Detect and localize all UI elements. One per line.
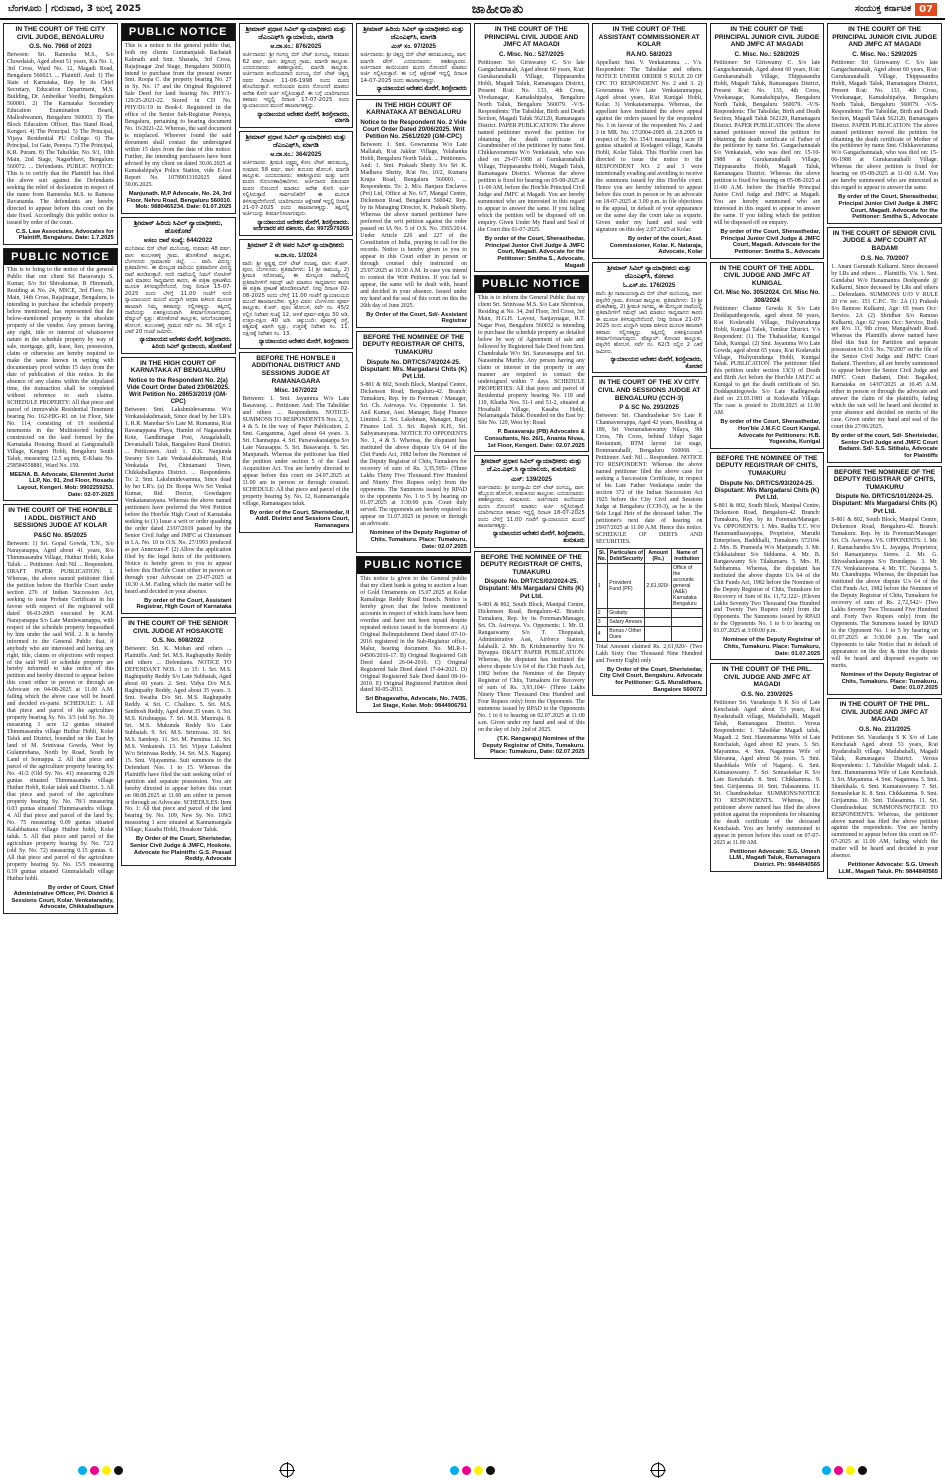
notice-signature: Sri Bhagavatha, Advocate, No. 74/35, 1st Stage, Kolar. Mob: 9844906791 bbox=[365, 696, 467, 710]
notice-title: PUBLIC NOTICE bbox=[4, 249, 117, 266]
registration-mark-icon bbox=[651, 1463, 665, 1477]
notice-title: ಶ್ರೀಮಾನ್ ಪ್ರಧಾನ ಸಿವಿಲ್ ನ್ಯಾಯಾಧೀಶರು ಮತ್ತು ಜೆ.ಎಂ.ಎಫ್.ಸಿ ನ್ಯಾಯಾಲಯ, ತುಮಕೂರು bbox=[481, 458, 582, 473]
notice-signature: ನ್ಯಾಯಾಲಯದ ಆದೇಶದ ಮೇರೆಗೆ, ಶಿರಸ್ತೇದಾರರು, ಕೋಲಾರ bbox=[610, 357, 703, 370]
notice-case-number: O.S. No. 7968 of 2023 bbox=[29, 43, 92, 51]
notice-signature: By order of the Court, Sherasthedar, Hon'ble J.M.F.C Court Kangal. Advocate for Petitioners: H.B. Yogeesha, Kunigal bbox=[720, 419, 821, 446]
notice-column bbox=[3, 23, 118, 1453]
notice-body: ವಾದಿ: ಶ್ರೀ ನಾರಾಯಣಸ್ವಾಮಿ ಬಿನ್ ಲೇಟ್ ಮುನಿಯಪ್ಪ, ವಾಸ: ವಕ್ಕಲೇರಿ ಗ್ರಾಮ, ಕೋಲಾರ ತಾಲ್ಲೂಕು. ಪ್ರತಿವಾದಿಗಳು: 1) ಶ್ರೀ ವೆಂಕಟೇಶಪ್ಪ, 2) ಶ್ರೀಮತಿ ನಾಗಮ್ಮ. ಈ ಮೇಲ್ಕಂಡ ದಾವೆಯಲ್ಲಿ ಪ್ರತಿವಾದಿಗಳಿಗೆ ಸಮನ್ಸ್ ಜಾರಿ ಮಾಡಲು ಸಾಧ್ಯವಾಗದ ಕಾರಣ ಈ ಮೂಲಕ ತಿಳಿಸುವುದೇನೆಂದರೆ, ನೀವು ದಿನಾಂಕ 21-07-2025 ರಂದು ಖುದ್ದಾಗಿ ಅಥವಾ ವಕೀಲರ ಮೂಲಕ ಹಾಜರಾಗಿ ತಕರಾರು ಸಲ್ಲಿಸತಕ್ಕದ್ದು. ತಪ್ಪಿದಲ್ಲಿ ಏಕಪಕ್ಷೀಯವಾಗಿ ತೀರ್ಮಾನಿಸಲಾಗುವುದು. ಷೆಡ್ಯೂಲ್: ಕೋಲಾರ ತಾಲ್ಲೂಕು, ವಕ್ಕಲೇರಿ ಹೋಬಳಿ, ಸರ್ವೆ ನಂ. 62/3 ರಲ್ಲಿನ 2 ಎಕರೆ ಜಮೀನು. bbox=[595, 291, 703, 355]
legal-notice bbox=[239, 239, 354, 349]
notice-title: IN THE COURT OF THE CITY CIVIL JUDGE, BENGALURU bbox=[15, 26, 106, 41]
table-cell: Bonus / Other Dues bbox=[608, 626, 645, 641]
notice-signature: Petitioner Advocate: S.G. Umesh LLM., Magadi Taluk. Ph: 9844840565 bbox=[838, 862, 938, 875]
notice-title: IN THE COURT OF THE XV CITY CIVIL AND SESSIONS JUDGE AT BENGALURU (CCH-3) bbox=[597, 379, 701, 402]
notice-case-number: ಓ.ಎಸ್.ನಂ. 176/2025 bbox=[622, 282, 676, 290]
masthead-title: ಜಾಹೀರಾತು bbox=[471, 1, 525, 17]
legal-notice bbox=[239, 131, 354, 236]
notice-title: BEFORE THE NOMINEE OF THE DEPUTY REGISTRAR OF CHITS, TUMAKURU bbox=[833, 468, 936, 491]
table-cell bbox=[645, 626, 672, 641]
legal-notice bbox=[592, 376, 707, 696]
notice-body: Petitioner: Sri Giriswamy C. S/o late Gangachannaiah, Aged about 60 years, R/at: Gurukaranahalli Village, Thippasandra Hobli, Magadi Taluk, Ramanagara District, Present R/at: No. 133, 4th Cross, Vivekanagar, Kamakshipalya, Bengaluru North Taluk, Bengaluru 560079. -V/S- Respondents: The Tahsildar, Birth and Death Section, Magadi Taluk 562120, Ramanagara District. PAPER PUBLICATION: The above named petitioner moved the petition for obtaining the death certificate of Father of the petitioner by name Sri. Gangachannaiah S/o Venkataiah, who was died on: 15-10-1988 at Gurukaranahalli Village, Thippasandra Hobli, Magadi Taluk, Ramanagara District. Whereas the above petition is fixed for hearing on 05-08-2025 at 11-00 A.M. before the Hon'ble Principal Junior Civil Judge and JMFC at Magadi. You are hereby summoned who are interested in this regard to appear to answer the same. If you failing which the petition will be disposed off on enquiry. bbox=[713, 59, 821, 227]
table-header: Amount (Rs.) bbox=[645, 548, 672, 563]
table-cell: 1 bbox=[596, 563, 608, 608]
notice-body: Between: 1. Smt. Jayamma W/o Late Basavaraj. ... Petitioner. And: The Tahsildar and others ... Respondents. NOTICE-SUMMONS TO RESPONDENTS Nos. 2, 3, 4 & 5. In the way of Paper Publication. 2. Smt. Gangamma, Aged about 64 years. 3. Sri. Channappa. 4. Sri. Parsavakaraiappa S/o Late Narasappa. 5. Sri. Basavaraju. 6. Sri. Manjunath. Whereas the petitioner has filed the petition under section 5 of the Land Acquisition Act. You are hereby directed to appear before this court on 24.07.2025 at 11.00 am in person or through counsel. SCHEDULE: All that piece and parcel of the property bearing Sy. No. 12, Kannamangala village, Ramanagara taluk. bbox=[242, 396, 350, 507]
legal-notice bbox=[474, 23, 589, 272]
print-registration-footer bbox=[0, 1460, 945, 1480]
table-row bbox=[596, 608, 702, 617]
debts-table bbox=[596, 548, 703, 642]
legal-notice bbox=[710, 663, 825, 871]
notice-case-number: C. Misc. No.: 527/2025 bbox=[499, 50, 564, 58]
table-row bbox=[596, 563, 702, 608]
notice-title: ಶ್ರೀಮಾನ್ ಹಿರಿಯ ಸಿವಿಲ್ ನ್ಯಾಯಾಧೀಶರು, ಹೊಸಕೋಟೆ bbox=[133, 219, 223, 235]
notice-signature: By order of the court, Sd/- Sheristedar, Senior Civil Judge and JMFC Court Badami. Sd/- S.S. Sitibalu, Advocate for Plaintiffs bbox=[831, 433, 938, 459]
notice-column bbox=[827, 23, 942, 1453]
page-number: 07 bbox=[915, 3, 937, 16]
table-cell: Gratuity bbox=[608, 608, 645, 617]
yellow-dot bbox=[846, 1466, 855, 1475]
notice-body: Between: Sri. Ramesha M.S., S/o Chowdaiah, Aged about 51 years, R/a No. 1, 3rd Cross, Ward No. 12, Magadi Road, Bengaluru 560023. ... Plaintiff. And: 1) The State of Karnataka, Rep. by its Chief Secretary, Education Department, M.S. Building, Dr. Ambedkar Veedhi, Bengaluru 560001. 2) The Karnataka Secondary Education Examination Board, Malleshwaram, Bengaluru 560003. 3) The Block Education Officer, Bus Stand Road, Kengeri. 4) The Principal. 5) The Principal, Vijaya Residential PU College. 6) The Principal, 1st Gate, Peenya. 7) The Principal, K.R. Puram. 8) The Tahsildar, No. 9/1, 10th Main, 2nd Stage, Nagarbhavi, Bengaluru 560072. ... Defendants. PUBLIC NOTICE: This is to certify that the Plaintiff has filed the above suit against the Defendants seeking the relief of declaration in respect of the name from Rameesha M.S. to Ramesa Ravananda. The defendants are hereby directed to appear before this court on the date fixed. Accordingly this public notice is issued by order of the court. bbox=[7, 52, 114, 226]
notice-signature: ನ್ಯಾಯಾಲಯದ ಆದೇಶದ ಮೇರೆಗೆ, ಶಿರಸ್ತೇದಾರರು bbox=[376, 86, 467, 93]
yellow-dot bbox=[474, 1466, 483, 1475]
masthead bbox=[0, 0, 945, 20]
legal-notice bbox=[474, 455, 589, 547]
notice-title: PUBLIC NOTICE bbox=[357, 557, 470, 574]
notice-body: Petitioner Sri. Varadaraju S K S/o of Late Kenchaiah Aged about 53 years, R/at Byadarahalli village, Madabahalli, Magadi Taluk, Ramanagara District. Versus Respondents: 1. Tahsildar Magadi taluk. 2. Smt. Hanumamma Wife of Late Kenchaiah. 3. Sri. Mayamma. 4. Smt. Nagamma. 5. Smt. Shashikala. 6. Smt. Kumaraswamy. 7. Sri. Somashekar K. 8. Smt. Chikkamma. 9. Smt. Girijamma. 10. Smt. Tulasamma. 11. Sri. Chandrashekar. SUMMONS/NOTICE TO RESPONDENTS. Whereas, the petitioner above named has filed the above petition against the respondents. You are hereby summoned to appear before this court on 07-07-2025 at 11.00 AM, failing which the matter will be heard and decided in your absence. bbox=[831, 734, 938, 860]
table-row bbox=[596, 626, 702, 641]
notice-signature: MEENA. B. Advocate, Ellenmint Jurist LLP, No. 91, 2nd Floor, Hosadu Layout, Kengeri. Mob: 9902259253. Date: 02-07-2025 bbox=[9, 471, 114, 498]
legal-notice bbox=[356, 23, 471, 96]
notice-case-number: Crl. Misc No. 305/2024. Crl. Misc No. 308/2024 bbox=[713, 289, 820, 304]
legal-notice bbox=[710, 23, 825, 259]
notice-signature: Nominee of the Deputy Registrar of Chits, Tumakuru. Place: Tumakuru, Date: 01.07.2025 bbox=[722, 637, 821, 657]
notice-signature: By order of the Court, Sheristedar, II Addl. District and Sessions Court, Ramanagara bbox=[249, 509, 350, 530]
notice-body: ಅರ್ಜಿದಾರರು: ಶ್ರೀ ಚಿಕ್ಕಣ್ಣ ಬಿನ್ ಲೇಟ್ ಹನುಮಂತಯ್ಯ, ವಾಸ: ಮಾಗಡಿ ಟೌನ್. ಎದುರುದಾರರು: ತಹಶೀಲ್ದಾರರು. ಅರ್ಜಿದಾರರ ತಾಯಿಯವರ ಮರಣ ನೋಂದಣಿ ಮಾಡಲು ಅರ್ಜಿ ಸಲ್ಲಿಸಿರುತ್ತಾರೆ. ಈ ಬಗ್ಗೆ ಆಕ್ಷೇಪಣೆ ಇದ್ದಲ್ಲಿ ದಿನಾಂಕ 14-07-2025 ರಂದು ಹಾಜರಾಗತಕ್ಕದ್ದು. bbox=[360, 52, 468, 84]
notice-case-number: ಮಿಸ್ ಸಂ. 97/2025 bbox=[391, 43, 436, 51]
notice-body: This is a notice to the general public that, both my clients Gurunanjaiah Rachaiah Kalmath and Smt. Sharada, 3rd Cross, Rajajinagar 2nd Stage, Bengaluru 560010, intend to purchase from the present owner Smt. Roopa C. the property bearing No. 27 in Sy. No. 17 and the Original Registered Sale Deed for land bearing No. PHY/1-129/25-2021-22. Stored in CD No. PHY/D1/19 in Book-I. Registered in the office of the Senior Sub-Registrar Peenya, Bengaluru, pertaining to bearing document No. 16/2021-22. Whereas, the said document is misplaced. Whoever found the said document shall contact the undersigned within 15 days from the date of this notice. Further, the intending purchasers have been advised by my client on dated 30.06.2025 at Kamakshipalya Police Station, vide E-lost Report No. 10789013102025 dated 30.06.2025. bbox=[124, 42, 232, 189]
notice-case-number: Notice to the Respondent No. 2 Vide Court Order Dated 20/06/2025. Writ Petition No. 2561/2020 (GM-CPC) bbox=[360, 118, 467, 141]
notice-signature: P. Basavaraju (PB) Advocates & Consultants, No. 26/1, Ananta Nivas, 1st Floor, Kengeri. Date: 02.07.2025 bbox=[484, 429, 585, 449]
cyan-dot bbox=[822, 1466, 831, 1475]
masthead-date: ಬೆಂಗಳೂರು | ಗುರುವಾರ, 3 ಜುಲೈ 2025 bbox=[8, 4, 141, 14]
table-cell: 3 bbox=[596, 617, 608, 626]
notice-body: ಅರ್ಜಿದಾರರು: ಶ್ರೀ ರಂಗಸ್ವಾಮಿ ಬಿನ್ ಲೇಟ್ ರಂಗಯ್ಯ, ವಾಸ: ಹೆಬ್ಬೂರು ಹೋಬಳಿ, ತುಮಕೂರು ತಾಲ್ಲೂಕು. ಎದುರುದಾರರು: ತಹಶೀಲ್ದಾರರು, ತುಮಕೂರು. ಅರ್ಜಿದಾರರ ತಂದೆಯವರ ಮರಣ ನೋಂದಣಿ ಮಾಡಲು ಅರ್ಜಿ ಸಲ್ಲಿಸಿರುತ್ತಾರೆ. ಯಾರಿಗಾದರೂ ತಕರಾರು ಇದ್ದಲ್ಲಿ ದಿನಾಂಕ 18-07-2025 ರಂದು ಬೆಳಿಗ್ಗೆ 11.00 ಗಂಟೆಗೆ ನ್ಯಾಯಾಲಯದ ಮುಂದೆ ಹಾಜರಾಗತಕ್ಕದ್ದು. bbox=[478, 484, 585, 529]
notice-signature: By order of Court, Chief Administrative Officer, Prl. District & Sessions Court, Kolar. Venkataraddy, Advocate, Chikkaballapura bbox=[11, 884, 114, 911]
legal-notice bbox=[474, 275, 589, 452]
notice-body: S-801 & 802, South Block, Manipal Centre, Dickenson Road, Bengaluru-42. Branch: Tumakuru, Rep. by its Foreman / Manager, Sri. Ch. Asirvaya. Vs. Opponents: 1. Sri. Anil Kumar, Asst. Manager, Bajaj Finance Limited. 2. Sri. Lakshman, Manager, Bajaj Finance Ltd. 3. Sri. Rajesh K.H., Sri. Sathyanarayana. NOTICE TO OPPONENTS No. 1, 4 & 5. Whereas, the disputant has instituted the above dispute U/s 64 of the Chit Funds Act, 1982 before the Nominee of the Deputy Registrar of Chits, Tumakuru for recovery of sum of Rs. 3,35,595/- (Three Lakhs Thirty Five Thousand Five Hundred and Ninety Five Rupees only) from the opponents. The Summons issued by RPAD to the opponents No. 1 to 5 by hearing on 01.07.2025 at 3:30:00 p.m. Court duly served. The opponents are hereby required to appear on 31.07.2025 in person or through an advocate. bbox=[360, 382, 467, 528]
notice-case-number: ಅ.ದಾ.ಸಂ. 1/2024 bbox=[274, 251, 317, 259]
notice-case-number: Misc. 167/2022 bbox=[274, 387, 318, 395]
notice-body: ವಾದಿ: ಶ್ರೀ ಕೃಷ್ಣಪ್ಪ ಬಿನ್ ಲೇಟ್ ನಂಜಪ್ಪ, ವಾಸ: ಕೆ.ಆರ್. ಪುರಂ, ಬೆಂಗಳೂರು. ಪ್ರತಿವಾದಿಗಳು: 1) ಶ್ರೀ ರಾಮಯ್ಯ, 2) ಶ್ರೀಮತಿ ಸರೋಜಮ್ಮ. ಈ ಮೇಲ್ಕಂಡ ದಾವೆಯಲ್ಲಿ ಪ್ರತಿವಾದಿಗಳಿಗೆ ಸಮನ್ಸ್ ಜಾರಿ ಮಾಡಲು ಸಾಧ್ಯವಾಗದ ಕಾರಣ ಈ ಪತ್ರಿಕಾ ಪ್ರಕಟಣೆ ಹೊರಡಿಸಲಾಗಿದೆ. ನೀವು ದಿನಾಂಕ 02-08-2025 ರಂದು ಬೆಳಿಗ್ಗೆ 11.00 ಗಂಟೆಗೆ ನ್ಯಾಯಾಲಯದ ಮುಂದೆ ಹಾಜರಾಗಬೇಕು. ಸ್ವತ್ತಿನ ವಿವರ: ಬೆಂಗಳೂರು ಪೂರ್ವ ತಾಲ್ಲೂಕು, ಕೆ.ಆರ್. ಪುರಂ ಹೋಬಳಿ, ಸರ್ವೆ ನಂ. 45/2 ರಲ್ಲಿನ ನಿವೇಶನ ಸಂಖ್ಯೆ 12, ಅಳತೆ ಪೂರ್ವ-ಪಶ್ಚಿಮ 30 ಅಡಿ, ಉತ್ತರ-ದಕ್ಷಿಣ 40 ಅಡಿ. ಚಕ್ಕುಬಂದಿ: ಪೂರ್ವಕ್ಕೆ ರಸ್ತೆ, ಪಶ್ಚಿಮಕ್ಕೆ ಖಾಸಗಿ ಸ್ವತ್ತು, ಉತ್ತರಕ್ಕೆ ನಿವೇಶನ ಸಂ. 11, ದಕ್ಷಿಣಕ್ಕೆ ನಿವೇಶನ ಸಂ. 13. bbox=[242, 260, 350, 337]
table-cell bbox=[645, 617, 672, 626]
notice-signature: Petitioner Advocate: S.G. Umesh LLM., Magadi Taluk, Ramanagara District. Ph: 9844840565 bbox=[729, 848, 821, 868]
magenta-dot bbox=[462, 1466, 471, 1475]
notice-signature: By order of the Court, Sherasthedar, Principal Junior Civil Judge & JMFC Court, Magadi. Advocate for the Petitioner: Smitha S., Advocate, Magadi bbox=[484, 236, 585, 269]
table-total: Total Amount claimed Rs. 2,61,920/- (Two Lakh Sixty One Thousand Nine Hundred and Twenty Eight) only bbox=[595, 643, 703, 664]
notice-case-number: O.S. No. 70/2007 bbox=[860, 254, 909, 262]
notice-title: BEFORE THE HON'BLE II ADDITIONAL DISTRICT AND SESSIONS JUDGE AT RAMANAGARA bbox=[251, 354, 341, 385]
table-header: Sl. No. bbox=[597, 549, 607, 562]
notice-body: This notice is given to the General public that my client bank is going to auction a loan of Gold Ornaments on 15.07.2025 at Kolar Ramalinga Reddy Road Branch. Notice is hereby given that the below mentioned accounts in respect of which loans have been overdue and have not been repaid despite repeated notices issued to the borrowers: A) Original Relinquishment Deed dated 07-10-2016 registered in the Sub-Registrar office, Malur, bearing document No. MLR-1-04506/2016-17. B) Original Registered Gift Deed dated 26-04-2016. C) Original Registered Sale Deed dated 17-04-2021. D) Original Registered Sale Deed dated 08-10-2010. E) Original Registered Partition deed dated 30-05-2013. bbox=[360, 575, 467, 694]
notice-body: Petitioner Sri. Varadaraju S K S/o of Late Kenchaiah Aged about 53 years, R/at Byadarahalli village, Madabahalli, Magadi Taluk, Ramanagara District. Versus Respondents: 1. Tahsildar Magadi taluk, Magadi. 2. Smt. Hanumamma Wife of Late Kenchaiah, Aged about 82 years. 3. Sri. Mayamma. 4. Smt. Nagamma Wife of Shivanna, Aged about 56 years. 5. Smt. Shashikala Wife of Nagaraj. 6. Smt. Kumaraswamy. 7. Sri. Somashekar K S/o Late Kenchaiah. 8. Smt. Chikkamma. 9. Smt. Girijamma. 10. Smt. Tulasamma. 11. Sri. Chandrashekar. SUMMONS/NOTICE TO RESPONDENTS. Whereas, the petitioner above named has filed the above petition against the respondents for obtaining the death certificate of the deceased Kenchaiah. You are hereby summoned to appear in person before this court on 07-07-2025 at 11.00 AM. bbox=[713, 700, 821, 846]
notice-case-number: C. Misc. No.: 529/2025 bbox=[852, 50, 917, 58]
notice-signature: By Order of the Court, Sheristedar, City Civil Court, Bengaluru. Advocate for Petitioner: G.S. Muralidhara, Bangalore 560072 bbox=[599, 666, 703, 693]
legal-notice bbox=[474, 551, 589, 759]
notice-body: 1. Anant Gurunath Kulkarni. Since deceased by LRs and others ... Plaintiffs. V/s. 1. Smt. Gundabai W/o Hanamantra Deshpande @ Kulkarni, Since deceased by LRs and others ... Defendants. SUMMONS U/O V RULE 20 r/w sec. 151 C.P.C. To: 2A (1) Prakash S/o Ramrao Kulkarni, Age: 65 years Occ: Service. 2A (2) Shridhar S/o Ramrao Kulkarni, Age: 62 years Occ: Service, Both are R/o. 11, 9th cross, Mangalwadi Road. Whereas the Plaintiffs above named have filed this Suit for Partition and separate possession in O.S. No. 70/2007 on the file of the Senior Civil Judge and JMFC Court Badami. Therefore, all are hereby summoned to appear before the Senior Civil Judge and JMFC Court Badami, Dist: Bagalkot, Karnataka on 14/07/2025 at 10.45 A.M. either in person or through the advocate and answer the claim of the plaintiffs, failing which the suit will be heard and decided in your absence and decided on merits of the case. Given under my hand and seal of the court this 27/06/2025. bbox=[831, 263, 938, 431]
notice-body: Petitioner: Sri Giriswamy C. S/o late Gangachannaiah, Aged about 60 years, R/at: Gurukaranahalli Village, Thippasandra Hobli, Magadi Taluk, Ramanagara District, Present R/at: No. 133, 4th Cross, Vivekanagar, Kamakshipalya, Bengaluru North Taluk, Bengaluru 560079. -V/S- Respondents: The Tahsildar, Birth and Death Section, Magadi Taluk 562120, Ramanagara District. PAPER PUBLICATION: The above named petitioner moved the petition for obtaining the death certificate of Grandmother of the petitioner by name Smt. Chikkaveramma W/o Venkataiah, who was died on 29-07-1988 at Gurukaranahalli Village, Thippasandra Hobli, Magadi Taluk, Ramanagara District. Whereas the above petition is fixed for hearing on 05-08-2025 at 11-00 AM, before the Hon'ble Principal Civil Judge and JMFC at Magadi. You are hereby summoned who are interested in this regard to appear to answer the same. If you failing which the petition will be disposed off on enquiry. Given Under My Hand and Seal of the Court this 01-07-2025. bbox=[478, 59, 585, 234]
notice-case-number: O.S. No. 608/2022 bbox=[152, 637, 204, 645]
notice-body: Between: 1) Sri. Gopal Gowda, T.N., S/o Narayanappa, Aged about 41 years, R/o Thimmasandra Village, Huthur Hobli, Kolar Taluk. ... Petitioner. And: Nil ... Respondent. DRAFT PAPER PUBLICATION: 1. Whereas, the above named petitioner filed the petition before the Hon'ble Court under section 276 of Indian Succession Act, seeking to issue Probate Certificate in his favour with respect of the registered will dated 06-03-2005 executed by K.M. Narayanappa S/o Late Muniswamappa, with respect of the schedule property bequeathed by him under the said Will. 2. It is hereby informed to the General Public that, if anybody who are interested and having any right, title, claims or objections with respect of the said Will or schedule property are hereby informed to take notice of this petition and hereby directed to appear before this court either in person or through an Advocate on 04-08-2025 at 11.00 A.M. failing which the above case will be heard and decided ex-parte. SCHEDULE: 1. All that piece and parcel of the agriculture property bearing Sy. No. 3/3 (old Sy. No. 3) measuring 1 acre 12 guntas situated Thimmasandra village Huthur Hobli, Kolar Taluk and District, bounded on the East by land of M. Srinivasa Gowda, West by Gulamrehana, North by Road, South by Land of Somappa. 2. All that piece and parcel of the agriculture property bearing Sy. No. 41/2 (Old Sy. No. 41) measuring 0.29 guntas situated Thimmasandra village Huthur Hobli, Kolar taluk and District. 3. All that piece and parcel of the agriculture property bearing Sy. No. 78/1 measuring 0.03 guntas situated Thimmasandra village. 4. All that piece and parcel of the land Sy. No. 75 measuring 0.09 guntas situated Kalabhattana village Huthur hobli, Kolar taluk. 5. All that piece and parcel of the agriculture property bearing Sy. No. 72/2 (old Sy. No. 72) measuring 0.15 guntas. 6. All that piece and parcel of the agriculture property bearing Sy. No. 15/5 measuring 0.19 guntas situated Gimmalahalli village Huthur hobli. bbox=[7, 541, 114, 882]
notice-signature: By order of the court, Asst. Commissioner, Kolar. K. Nataraja, Advocate, Kolar bbox=[609, 236, 703, 256]
classifieds-grid bbox=[3, 23, 942, 1453]
notice-title: BEFORE THE NOMINEE OF THE DEPUTY REGISTRAR OF CHITS, TUMAKURU bbox=[716, 454, 818, 477]
notice-title: IN THE COURT OF THE ASSISTANT COMMISSIONER AT KOLAR bbox=[598, 26, 700, 49]
legal-notice bbox=[827, 227, 942, 463]
notice-title: IN THE COURT OF THE ADDL. CIVIL JUDGE AND JMFC AT KUNIGAL bbox=[719, 264, 815, 287]
notice-title: IN THE COURT OF THE PRINCIPAL CIVIL JUDGE AND JMFC AT MAGADI bbox=[484, 26, 579, 49]
table-cell bbox=[672, 617, 703, 626]
legal-notice bbox=[592, 262, 707, 373]
notice-signature: C.S. Law Associates, Advocates for Plaintiff, Bengaluru. Date: 1.7.2025 bbox=[15, 228, 114, 242]
color-registration-dots-center bbox=[450, 1466, 495, 1475]
notice-body: Between: Sri. K. Mohan and others ... Plaintiffs. And: Sri. M.S. Raghupathy Reddy and others ... Defendants. NOTICE TO DEFENDANT NOS. 1 to 15: 1. Sri. M.S. Raghupathy Reddy S/o Late Subbaiah, Aged about 60 years. 2. Smt. Vidya D/o M.S. Raghupathy Reddy, Aged about 35 years. 3. Smt. Swatha D/o Sri. M.S. Raghupathy Reddy. 4. Sri. C. Challure. 5. Sri. M.S. Santhosh Reddy, Aged about 35 years. 6. Sri. M.S. Krishnappa. 7. Sri. M.S. Muniraju. 8. Sri. M.S. Mukunda Reddy S/o Late Subbaiah. 9. Sri. M.S. Srinivasa. 10. Sri. M.S. Sandeep. 11. Sri. M. Purnima. 12. Sri. M.S. Venkatesh. 13. Sri. Vijaya Lakshmi W/o Srinivasa Reddy. 14. Sri. M.S. Nagaraj. 15. Smt. Vijayamma. Suit summons to the Defendant Nos. 1 to 15. Whereas the Plaintiffs have filed the suit seeking relief of partition and separate possession. You are hereby directed to appear before this court on 08.08.2025 at 11.00 am either in person or through an Advocate. SCHEDULES: Item No. 1: All that piece and parcel of the land bearing Sy. No. 109, New Sy. No. 109/2 measuring 1 acre situated at Kannamangala Village, Kasaba Hobli, Hosakote Taluk. bbox=[124, 646, 232, 834]
notice-body: This is to bring to the notice of the general Public that our client Sri Basavaraju S. Kumar, S/o Sri Shivakumar, B Hiremath, Residing at No. 24, MSCE, 3rd Floor, 7th Main, 14th Cross, Rajajinagar, Bengaluru, is intending to purchase the schedule property below mentioned, has represented that the below-mentioned property is the absolute property of the vendor. Any person having any right, title or interest of whatsoever nature in the schedule property by way of sale, mortgage, gift, lease, lien, possession, claim or otherwise are hereby required to make the same known in writing with documentary proof within 15 days from the date of publication of this notice. In the absence of any claims within the stipulated time, the transaction shall be completed without reference to such claims. SCHEDULE PROPERTY: All that piece and parcel of immovable Residential Tenement bearing No. 162-HIG-R1 on 1st Floor, Site No. 114, consisting of 19 residential tenements in the Multistoried building constructed on the land formed by the Karnataka Housing Board at Gangonahalli Village, Kengeri Hobli, Bengaluru South Taluk, measuring 12.5 sq.mts, E-Khata No. 258584558881, Ward No. 159. bbox=[7, 267, 114, 469]
notice-case-number: ಅ.ದಾ.ಸಂ.: 364/2025 bbox=[270, 151, 322, 159]
legal-notice bbox=[121, 23, 236, 214]
registration-mark-icon bbox=[280, 1463, 294, 1477]
magenta-dot bbox=[834, 1466, 843, 1475]
notice-case-number: P & SC No. 293/2025 bbox=[619, 404, 679, 412]
notice-signature: Nominee of the Deputy Registrar of Chits, Tumakuru. Place: Tumakuru, Date: 01.07.2025 bbox=[840, 672, 938, 692]
notice-column bbox=[239, 23, 354, 1453]
notice-title: IN THE COURT OF THE PRL. CIVIL JUDGE AND JMFC AT MAGADI bbox=[839, 701, 930, 724]
notice-title: IN THE HIGH COURT OF KARNATAKA AT BENGALURU bbox=[130, 359, 226, 375]
notice-body: S-801 & 802, South Block, Manipal Centre, Dickenson Road, Bengaluru-42. Branch: Tumakuru. Rep. by its Foreman/Manager: Sri. Ch. Asirvaya. VS. OPPONENTS: 1. Mr. J. Ramachandra S/o L. Jayappa, Proprietor, Sri Ramanjaneya Stores. 2. Mr. G. Shivashankarappa S/o Brundappa. 3. Mr. T.N. Venkataravana. 4. Mr. TC. Narappa. 5. Mr. Chandrappa. Whereas, the disputant has instituted the above dispute U/s 64 of the Chit Funds Act, 1982 before the Nominee of the Deputy Registrar of Chits, Tumakuru for recovery of sum of Rs. 2,72,542/- (Two Lakhs Seventy Two Thousand Five Hundred and Forty Two Rupees only) from the Opponents. The Summons issued by RPAD to the Opponent No. 1 to 5 by hearing on 01.07.2025 at 3:30.00 p.m. The said Opponents to take Notice that in default of appearance on the day & time the dispute will be heard and disposed ex-parte on merits. bbox=[831, 516, 938, 670]
notice-signature: Manjunath. M.P Advocate, No. 24, 3rd Floor, Nehru Road, Bengaluru 560010. Mob: 9880465234. Date: 01.07.2025 bbox=[126, 190, 232, 211]
notice-title: BEFORE THE NOMINEE OF THE DEPUTY REGISTRAR OF CHITS, TUMAKURU bbox=[480, 553, 583, 576]
legal-notice bbox=[827, 698, 942, 879]
legal-notice bbox=[827, 466, 942, 695]
notice-signature: By order of the Court, Sherasthedar, Principal Junior Civil Judge & JMFC Court, Magadi. Advocate for the Petitioner: Smitha S., Advocate bbox=[838, 194, 938, 221]
table-cell: Salary Arrears bbox=[608, 617, 645, 626]
notice-body: Between: 1. Smt. Gowramma W/o Late Mallaiah, R/at Jakkur Village, Yelahanka Hobli, Bengaluru North Taluk. ... Petitioners. And: 1. Smt. Prakash Shetty S/o Sri K. Madhava Shetty, R/at No. 10/2, Kumara Krupa Road, Bengaluru 560001. ... Respondents. To: 2. M/s. Banjara Enclaves (Pvt) Ltd, Office at No. 6/7, Mangal Centre, Dickenson Road, Bengaluru 560042. Rep. by its Managing Director, K. Prakash Shetty. Whereas the above named petitioner have preferred the writ petition against the order passed on IA No. 5 of O.S. No. 3565/2014. Under Article 226 and 227 of the Constitution of India, praying to call for the records. Notice is hereby given to you to appear in this Court either in person or through counsel duly instructed on 25/07/2025 at 10.30 A.M. In case you intend to contest the Writ Petition. If you fail to appear, the same will be dealt with, heard and decided in your absence. Issued under my hand and the seal of this court on this the 26th day of June 2025. bbox=[360, 142, 467, 309]
notice-signature: (T.K. Rangaraju) Nominee of the Deputy Registrar of Chits, Tumakuru. Place: Tumakuru, Date: 02.07.2025 bbox=[482, 736, 585, 756]
notice-case-number: RA.NO. 58/2023 bbox=[626, 50, 672, 58]
notice-signature: ನ್ಯಾಯಾಲಯದ ಆದೇಶದ ಮೇರೆಗೆ, ಶಿರಸ್ತೇದಾರರು bbox=[258, 339, 350, 346]
notice-signature: ನ್ಯಾಯಾಲಯದ ಆದೇಶದ ಮೇರೆಗೆ, ಶಿರಸ್ತೇದಾರರು. ಅರ್ಜಿದಾರರ ಪರ ವಕೀಲರು, ಮೊ: 9972979265 bbox=[253, 219, 350, 233]
notice-title: ಶ್ರೀಮಾನ್ ಪ್ರಧಾನ ಸಿವಿಲ್ ನ್ಯಾಯಾಧೀಶರು ಮತ್ತು ಜೆಎಂಎಫ್‌ಸಿ ನ್ಯಾಯಾಲಯ, ಮಾಗಡಿ bbox=[245, 26, 347, 41]
masthead-right bbox=[855, 3, 937, 16]
notice-body: Appellant: Smt. V. Venkatamma. ... V/s. Respondent: The Tahsildar and others. NOTICE UNDER ORDER 5 RULE 20 OF CPC TO RESPONDENT No. 2 and 3. 2) Gowramma W/o Late Venkataramappa, Aged about years, R/at Kunigal Hobli, Kolar. 3) Venkataramappa. Whereas, the appellant have instituted the above appeal against the orders passed by the respondent No. 1 in favour of the respondent No. 2 and 3 in MR. No. 17/2004-2005 dt. 2.8.2005 in respect of Sy. No. 154/1 measuring 1 acre 18 guntas situated at Kodageri village, Kasaba Hobli, Kolar Taluk. This Hon'ble court has directed to issue the notice to the RESPONDENT NO. 2 and 3 were intentionally evading and avoiding to receive the summons issued by this Hon'ble court. Hence you are hereby informed to appear before this court in person or by an advocate on 18-07-2025 at 3.00 p.m. to file objections to the appeal, in default of your appearance on the same day the court take as exparte. Given under my hand and seal with signature on this day 2.07.2025 at Kolar. bbox=[595, 59, 703, 234]
notice-case-number: ಮಿಸ್: 139/2025 bbox=[510, 475, 552, 483]
color-registration-dots-right bbox=[822, 1466, 867, 1475]
table-cell: 2 bbox=[596, 608, 608, 617]
notice-title: ಶ್ರೀಮಾನ್ ಸಿವಿಲ್ ನ್ಯಾಯಾಧೀಶರು ಮತ್ತು ಜೆಎಂಎಫ್‌ಸಿ, ಕೋಲಾರ bbox=[607, 265, 692, 280]
notice-body: Petitioner: Channe Gowda K S/o Late Doddapaithegowda, aged about 50 years, R/at Kodavathi Village, Huliyurudurga Hobli, Kunigal Taluk, Tumkur District. V/s Respondent: (1) The Thahasildar, Kunigal Taluk, Kunigal. (2) Smt. Jayamma W/o Late Gowda, aged about 65 years, R/at Kodavathi Village, Huliyurudurga Hobli, Kunigal Taluk. PUBLICATION: The petitioner filed this petition under section 13(3) of Death and Birth Act before the Hon'ble J.M.F.C at Kunigal to get the death certificate of Sri. Doddaputtegowda S/o Late Kadlegowda died on 23.03.1981 at Kodavathi Village. The case is posted to 20.08.2025 at 11.00 AM. bbox=[713, 305, 821, 417]
table-cell: 2,61,920/- bbox=[645, 563, 672, 608]
notice-title: ಶ್ರೀಮಾನ್ 2 ನೇ ಅಪರ ಸಿವಿಲ್ ನ್ಯಾಯಾಧೀಶರು bbox=[247, 241, 345, 249]
notice-title: IN THE COURT OF SENIOR CIVIL JUDGE & JMFC COURT AT BADAMI bbox=[832, 229, 937, 253]
notice-column bbox=[592, 23, 707, 1453]
legal-notice bbox=[121, 617, 236, 866]
legal-notice bbox=[121, 217, 236, 354]
yellow-dot bbox=[102, 1466, 111, 1475]
legal-notice bbox=[239, 23, 354, 128]
notice-column bbox=[474, 23, 589, 1453]
notice-title: IN THE COURT OF THE HON'BLE I ADDL. DISTRICT AND SESSIONS JUDGE AT KOLAR bbox=[8, 507, 113, 530]
notice-title: IN THE COURT OF THE PRINCIPAL JUNIOR CIVIL JUDGE AND JMFC AT MAGADI bbox=[714, 26, 820, 49]
notice-body: S-801 & 802, South Block, Manipal Centre, Dickenson Road, Bengaluru-42. Branch: Tumakuru, Rep. by its Foreman/Manager. Vs. OPPONENTS: 1. Mrs. Radha T.C. W/o Hanumantharayappa, Proprietor, Maruthi Enterprises, Baddihalli, Tumakuru 572104. 2. Mrs. B. Prameela W/o Manjunath. 3. Mr. Chikkaiahnur S/o Siddanna. 4. Mr. B. Rangaswamy S/o Tilakumaru. 5. Mrs. H. Subbamma. Whereas, the disputant has instituted the above dispute U/s 64 of the Chit Funds Act, 1982 before the Nominee of the Deputy Registrar of Chits, Tumakuru for Recovery of Sum of Rs. 11,72,122/- (Eleven Lakhs Seventy Two Thousand One Hundred and Twenty Two Rupees only) from the Opponents. The Summons issued by RPAD to the Opponents No. 1 to 6 to hearing on 01.07.2025 at 3:00.00 p.m. bbox=[713, 502, 821, 635]
notice-title: IN THE COURT OF THE PRINCIPAL JUNIOR CIVIL JUDGE AND JMFC AT MAGADI bbox=[832, 26, 938, 49]
black-dot bbox=[486, 1466, 495, 1475]
legal-notice bbox=[710, 452, 825, 660]
notice-body: S-801 & 802, South Block, Manipal Centre, Dickenson Road, Bengaluru-42. Branch: Tumakuru, Rep. by its Foreman/Manager, Sri. Ch. Asirvaya. Vs. Opponents: 1. Mr. D. Rangaswamy S/o T. Thoppaiah, Administrative Asst, Airforce Station, Jalahalli. 2. Mr. B. Krishnamurthy S/o N. Byrappa. DRAFT PAPER PUBLICATION: Whereas, the disputant has instituted the above dispute U/s 64 of the Chit Funds Act, 1982 before the Nominee of the Deputy Registrar of Chits, Tumakuru for Recovery of sum of Rs. 3,93,104/- (Three Lakhs Ninety Three Thousand One Hundred and Four Rupees only) from the Opponents. The summons issued by RPAD to the Opponents No. 1 to 6 to hearing on 02.07.2025 at 11:00 a.m. Given under my hand and seal of this on the day of July 2nd of 2025. bbox=[478, 601, 585, 734]
notice-signature: By order of the Court, Assistant Registrar, High Court of Karnataka bbox=[136, 597, 232, 611]
table-row bbox=[596, 617, 702, 626]
legal-notice bbox=[3, 23, 118, 245]
cyan-dot bbox=[78, 1466, 87, 1475]
table-cell: Provident Fund (PF) bbox=[608, 563, 645, 608]
legal-notice bbox=[356, 556, 471, 712]
table-cell: 4 bbox=[596, 626, 608, 641]
table-header: Particulars of Debt/Security bbox=[609, 549, 644, 562]
magenta-dot bbox=[90, 1466, 99, 1475]
legal-notice bbox=[3, 248, 118, 501]
notice-case-number: O.S. No. 230/2025 bbox=[741, 691, 793, 699]
notice-body: Between: Smt. Lakshmidevamma W/o Venkatalakshmaiah, Since dead by her LR's. 1. R.R. Manohar S/o Late M. Rumanna, R/at Ravanappana Playa, Hamlet of Nagasandra Kote, Gandhinagar Post, Anagalahalli, Devanahalli Taluk, Bangalore Rural District. ... Petitioners. And: 1. D.K. Nanjunda Swamy S/o Late Venkatalakshmaiah, R/at Venkatala Pet, Chintamani Town, Chikkaballapura District. ... Respondents. To: 2. Smt. Lakshmidevamma, Since dead by her LR's. (a) Dr. Roopa W/o Sri Venkat Kumar, Rtd. Doctor, Gowdagere Venkatanarayana. Whereas the above named petitioners have preferred the Writ Petition before the Hon'ble High Court of Karnataka seeking to (1) Issue a writ or order quashing the order dated 23/07/2019 passed by the Senior Civil Judge and JMFC at Chintamani in I.A. No. 10 in O.S. No. 27/1993 produced as per Annexure-F. (2) Allow the application filed by the legal heirs of the petitioners. Notice is hereby given to you to appear before this Hon'ble Court either in person or through your Advocate on 23-07-2025 at 10.30 A.M. Failing which the matter will be heard and decided in your absence. bbox=[124, 407, 232, 595]
notice-case-number: Dispute No. DRT/CS/74/2024-25. Disputant: M/s. Margadarsi Chits (K) Pvt Ltd. bbox=[360, 358, 467, 380]
notice-case-number: O.S. No. 231/2025 bbox=[858, 725, 911, 733]
cyan-dot bbox=[450, 1466, 459, 1475]
notice-signature: By Order of the Court, Sd/- Assistant Registrar bbox=[366, 311, 467, 325]
notice-case-number: ಅ.ದಾ.ಸಂ.: 876/2025 bbox=[270, 43, 322, 51]
legal-notice bbox=[3, 504, 118, 914]
legal-notice bbox=[592, 23, 707, 259]
table-cell bbox=[672, 608, 703, 617]
notice-signature: By Order of the Court, Sheristedar, Senior Civil Judge & JMFC, Hoskote. Advocate for Plaintiffs: G.S. Prasad Reddy, Advocate bbox=[130, 836, 232, 863]
legal-notice bbox=[827, 23, 942, 224]
notice-case-number: Dispute No. DRT/CS/101/2024-25. Disputant: M/s Margadarsi Chits (K) Pvt Ltd. bbox=[832, 493, 938, 515]
notice-title: PUBLIC NOTICE bbox=[122, 24, 235, 41]
notice-case-number: Notice to the Respondent No. 2(a) Vide Court Order Dated 23/06/2025. Writ Petition No. 28653/2019 (GM-CPC) bbox=[126, 376, 230, 406]
notice-body: ಮುನಿರಾಜು ಬಿನ್ ಲೇಟ್ ಮುನಿಯಪ್ಪ, ಸುಮಾರು 48 ವರ್ಷ, ವಾಸ: ಕುಂಬಳಹಳ್ಳಿ ಗ್ರಾಮ, ಹೊಸಕೋಟೆ ತಾಲ್ಲೂಕು, ಬೆಂಗಳೂರು ಗ್ರಾಮಾಂತರ ಜಿಲ್ಲೆ. ... ವಾದಿ. ವಿರುದ್ಧ: ಪ್ರತಿವಾದಿಗಳು. ಈ ಮೇಲ್ಕಂಡ ವಾದಿಯು ಪ್ರತಿವಾದಿಗಳ ವಿರುದ್ಧ ದಾವೆ ಹೂಡಿರುತ್ತಾರೆ. ಸದರಿ ದಾವೆಯಲ್ಲಿ ನಿಮಗೆ ನೋಟೀಸ್ ಜಾರಿ ಮಾಡಲು ಸಾಧ್ಯವಾಗದ ಕಾರಣ, ಈ ಪತ್ರಿಕಾ ಪ್ರಕಟಣೆಯ ಮೂಲಕ ತಿಳಿಸುವುದೇನೆಂದರೆ, ನೀವು ದಿನಾಂಕ 15-07-2025 ರಂದು ಬೆಳಿಗ್ಗೆ 11.00 ಗಂಟೆಗೆ ಸದರಿ ನ್ಯಾಯಾಲಯದ ಮುಂದೆ ಖುದ್ದಾಗಿ ಅಥವಾ ವಕೀಲರ ಮೂಲಕ ಹಾಜರಾಗಿ ನಿಮ್ಮ ತಕರಾರನ್ನು ಸಲ್ಲಿಸತಕ್ಕದ್ದು. ತಪ್ಪಿದಲ್ಲಿ ದಾವೆಯನ್ನು ಏಕಪಕ್ಷೀಯವಾಗಿ ತೀರ್ಮಾನಿಸಲಾಗುವುದು. ಷೆಡ್ಯೂಲ್ ಸ್ವತ್ತು: ಹೊಸಕೋಟೆ ತಾಲ್ಲೂಕು, ಅನುಗೊಂಡನಹಳ್ಳಿ ಹೋಬಳಿ, ಕುಂಬಳಹಳ್ಳಿ ಗ್ರಾಮದ ಸರ್ವೆ ನಂ. 36 ರಲ್ಲಿನ 1 ಎಕರೆ 20 ಗುಂಟೆ ಜಮೀನು. bbox=[124, 246, 232, 336]
notice-title: IN THE COURT OF THE PRL. CIVIL JUDGE AND JMFC AT MAGADI bbox=[722, 666, 812, 689]
notice-case-number: ಅಸಲು ದಾವೆ ಸಂಖ್ಯೆ: 644/2022 bbox=[143, 237, 213, 245]
legal-notice bbox=[710, 262, 825, 449]
notice-title: ಶ್ರೀಮಾನ್ ಪ್ರಧಾನ ಸಿವಿಲ್ ನ್ಯಾಯಾಧೀಶರು ಮತ್ತು ಜೆಎಂಎಫ್‌ಸಿ, ಮಾಗಡಿ bbox=[245, 133, 347, 149]
black-dot bbox=[114, 1466, 123, 1475]
legal-notice bbox=[239, 352, 354, 533]
notice-signature: ನ್ಯಾಯಾಲಯದ ಆದೇಶದ ಮೇರೆಗೆ, ಶಿರಸ್ತೇದಾರರು, ತುಮಕೂರು bbox=[492, 531, 585, 544]
notice-case-number: Dispute No. DRT/CS/02/2024-25. Disputant: M/s Margadarsi Chits (K) Pvt Ltd. bbox=[478, 578, 584, 600]
color-registration-dots-left bbox=[78, 1466, 123, 1475]
notice-signature: ನ್ಯಾಯಾಲಯದ ಆದೇಶದ ಮೇರೆಗೆ, ಶಿರಸ್ತೇದಾರರು, ಮಾಗಡಿ bbox=[257, 111, 350, 125]
notice-case-number: P&SC No. 85/2025 bbox=[33, 531, 87, 539]
legal-notice bbox=[356, 331, 471, 553]
notice-body: ಅರ್ಜಿದಾರರು: ಶ್ರೀ ಗಂಗಣ್ಣ ಬಿನ್ ಲೇಟ್ ರಂಗಯ್ಯ, ಸುಮಾರು 62 ವರ್ಷ, ವಾಸ: ತಿಪ್ಪಸಂದ್ರ ಗ್ರಾಮ, ಮಾಗಡಿ ತಾಲ್ಲೂಕು. ಎದುರುದಾರರು: ತಹಶೀಲ್ದಾರರು, ಮಾಗಡಿ ತಾಲ್ಲೂಕು. ಅರ್ಜಿದಾರರ ತಂದೆಯವರಾದ ರಂಗಯ್ಯ ಬಿನ್ ಲೇಟ್ ಚಿಕ್ಕಣ್ಣ ರವರು ದಿನಾಂಕ 11-06-1998 ರಂದು ಮರಣ ಹೊಂದಿರುತ್ತಾರೆ. ಸದರಿಯವರ ಮರಣ ನೋಂದಣಿ ಮಾಡಲು ಆದೇಶ ಕೋರಿ ಅರ್ಜಿ ಸಲ್ಲಿಸಿರುತ್ತಾರೆ. ಈ ಬಗ್ಗೆ ಯಾರಿಗಾದರೂ ತಕರಾರು ಇದ್ದಲ್ಲಿ ದಿನಾಂಕ 17-07-2025 ರಂದು ನ್ಯಾಯಾಲಯದ ಮುಂದೆ ಹಾಜರಾಗತಕ್ಕದ್ದು. bbox=[242, 52, 350, 110]
notice-body: Between: Sri. Chandrashekar S/o Late P. Channaveerappa, Aged 42 years, Residing at 189, Sri Veeramahaswamy Nilaya, 9th Cross, 7th Cross, behind Udupi Sagar Restaurant, BTM layout 1st stage, Bommanahalli, Bengaluru 560068. ... Petitioner. And: Nil ... Respondent. NOTICE TO RESPONDENT: Whereas the above named petitioner filed the above case for seeking a Succession Certificate, in respect of his Late Father Venkatapa under the section 372 of the Indian Succession Act 1925 before the City Civil and Sessions Judge at Bengaluru (CCH-3), as he is the Sole Legal Heir of the deceased father. The petitioner's next date of hearing on 29/07/2025 at 11.00 A.M. Hence this notice. SCHEDULE OF DEBTS AND SECURITIES. bbox=[595, 413, 703, 545]
table-cell: Office of the accounts general (A&E) Karnataka Bengaluru bbox=[672, 563, 703, 608]
notice-title: ಶ್ರೀಮಾನ್ ಹಿರಿಯ ಸಿವಿಲ್ ನ್ಯಾಯಾಧೀಶರು ಮತ್ತು ಜೆಎಂಎಫ್‌ಸಿ, ಮಾಗಡಿ bbox=[363, 26, 465, 41]
notice-title: IN THE HIGH COURT OF KARNATAKA AT BENGALURU bbox=[366, 101, 461, 117]
notice-title: BEFORE THE NOMINEE OF THE DEPUTY REGISTRAR OF CHITS, TUMAKURU bbox=[362, 333, 465, 357]
notice-title: IN THE COURT OF THE SENIOR CIVIL JUDGE AT HOSAKOTE bbox=[128, 619, 229, 635]
notice-case-number: C. Misc. No.: 528/2025 bbox=[734, 50, 800, 58]
table-cell bbox=[645, 608, 672, 617]
black-dot bbox=[858, 1466, 867, 1475]
notice-title: PUBLIC NOTICE bbox=[475, 276, 588, 293]
notice-body: ಅರ್ಜಿದಾರರು: ಶ್ರೀಮತಿ ಲಕ್ಷ್ಮಮ್ಮ ಕೋಂ ಲೇಟ್ ಹನುಮಯ್ಯ, ಸುಮಾರು 58 ವರ್ಷ, ವಾಸ: ಕುದೂರು ಹೋಬಳಿ, ಮಾಗಡಿ ತಾಲ್ಲೂಕು. ಎದುರುದಾರರು: ತಹಶೀಲ್ದಾರರು ಮತ್ತು ಜನನ ಮರಣ ನೋಂದಣಾಧಿಕಾರಿಗಳು. ಅರ್ಜಿದಾರರ ಪತಿಯವರ ಮರಣ ನೋಂದಣಿ ಮಾಡಲು ಆದೇಶ ಕೋರಿ ಅರ್ಜಿ ಸಲ್ಲಿಸಿರುತ್ತಾರೆ. ಸಾರ್ವಜನಿಕರಿಗೆ ಈ ಮೂಲಕ ತಿಳಿಸುವುದೇನೆಂದರೆ, ಯಾರಿಗಾದರೂ ಆಕ್ಷೇಪಣೆ ಇದ್ದಲ್ಲಿ ದಿನಾಂಕ 21-07-2025 ರಂದು ಹಾಜರಾಗತಕ್ಕದ್ದು. ತಪ್ಪಿದಲ್ಲಿ ಅರ್ಜಿಯನ್ನು ತೀರ್ಮಾನಿಸಲಾಗುವುದು. bbox=[242, 160, 350, 218]
notice-column bbox=[356, 23, 471, 1453]
notice-signature: ನ್ಯಾಯಾಲಯದ ಆದೇಶದ ಮೇರೆಗೆ, ಶಿರಸ್ತೇದಾರರು, ಹಿರಿಯ ಸಿವಿಲ್ ನ್ಯಾಯಾಲಯ, ಹೊಸಕೋಟೆ bbox=[139, 337, 232, 351]
table-header: Name of Institution bbox=[672, 548, 703, 563]
table-cell bbox=[672, 626, 703, 641]
notice-body: Petitioner: Sri Giriswamy C. S/o late Gangachannaiah, Aged about 60 years, R/at: Gurukaranahalli Village, Thippasandra Hobli, Magadi Taluk, Ramanagara District, Present R/at: No. 133, 4th Cross, Vivekanagar, Kamakshipalya, Bengaluru North Taluk, Bengaluru 560079. -V/S- Respondents: The Tahsildar, Birth and Death Section, Magadi Taluk 562120, Ramanagara District. PAPER PUBLICATION: The above named petitioner moved the petition for obtaining the death certificate of Mother of the petitioner by name Smt. Chikkaveramma W/o Gangachannaiah, who was died on: 15-06-1988 at Gurukaranahalli Village. Whereas the above petition is fixed for hearing on 05-08-2025 at 11-00 A.M. You are hereby summoned who are interested in this regard to appear to answer the same. bbox=[831, 59, 938, 192]
legal-notice bbox=[121, 357, 236, 614]
notice-case-number: Dispute No. DRT/CS/93/2024-25. Disputant: M/s Margadarsi Chits (K) Pvt Ltd. bbox=[714, 479, 820, 501]
masthead-paper-name: ಸಂಯುಕ್ತ ಕರ್ನಾಟಕ bbox=[855, 4, 912, 14]
notice-column bbox=[710, 23, 825, 1453]
notice-signature: Nominee of the Deputy Registrar of Chits, Tumakuru. Place: Tumakuru, Date: 02.07.2025 bbox=[369, 530, 467, 550]
notice-column bbox=[121, 23, 236, 1453]
legal-notice bbox=[356, 99, 471, 328]
notice-signature: By order of the Court, Sherasthedar, Principal Junior Civil Judge & JMFC Court, Magadi. Advocate for the Petitioner: Smitha S., Advocate bbox=[720, 229, 821, 256]
notice-body: This is to inform the General Public that my client Sri. Srinivasa M.S. S/o Late Shrinivas, Residing at No. 34, 2nd Floor, 3rd Cross, 3rd Main, H.G.H. Layout, Sanjaynagar, R.T. Nagar Post, Bengaluru 560032 is intending to purchase the schedule property as detailed below by way of Agreement of sale and followed by Registered Sale Deed from Smt. Chandrakala W/o Sri. Saravanappa and Sri. Narasimha Murthy. Any person having any claim or interest in the property in any manner are required to contact the undersigned within 7 days. SCHEDULE PROPERTIES: All that piece and parcel of Residential property bearing No. 118 and 119, Khatha Nos. 51-1 and 51-2, situated at Hosahalli Village, Kasaba Hobli, Nelamangala Taluk. Bounded on the East by: Site No. 120, West by: Road. bbox=[478, 295, 585, 427]
